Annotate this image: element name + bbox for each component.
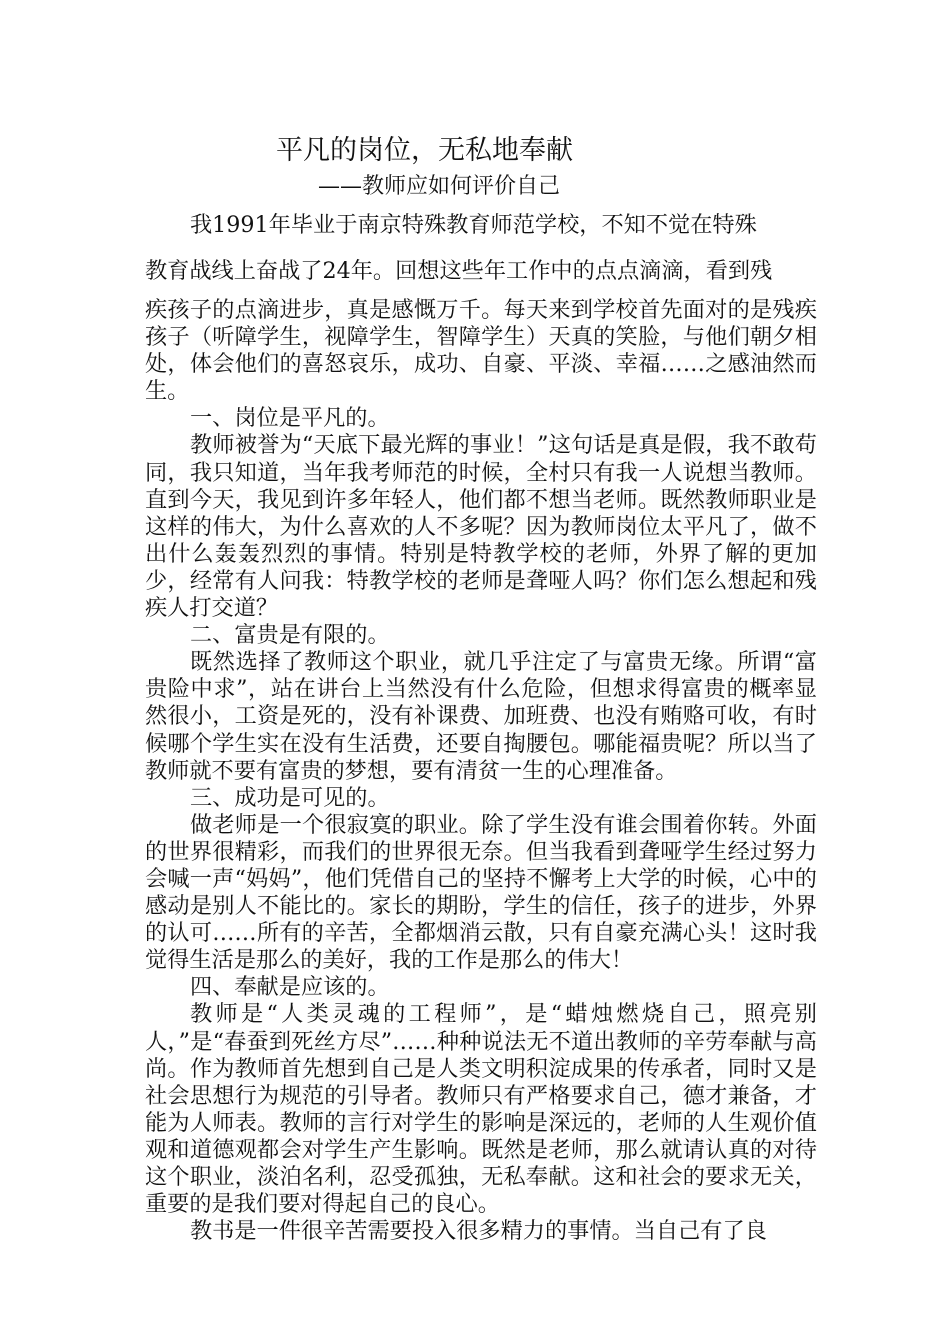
- section-heading: 四、奉献是应该的。: [190, 974, 390, 1001]
- document-body: [145, 297, 817, 1245]
- document-title: 平凡的岗位，无私地奉献: [276, 135, 573, 166]
- section-heading: 三、成功是可见的。: [190, 784, 390, 811]
- paragraph: 做老师是一个很寂寞的职业。除了学生没有谁会围着你转。外面的世界很精彩，而我们的世界很无奈。但当我看到聋哑学生经过努力会喊一声“妈妈”，他们凭借自己的坚持不懈考上大学的时候，心中的感动是别人不能比的。家长的期盼，学生的信任，孩子的进步，外界的认可……所有的辛苦，全都烟消云散，只有自豪充满心头！这时我觉得生活是那么的美好，我的工作是那么的伟大！: [145, 811, 817, 974]
- paragraph: 教书是一件很辛苦需要投入很多精力的事情。当自己有了良: [190, 1218, 767, 1245]
- paragraph: 疾孩子的点滴进步，真是感慨万千。每天来到学校首先面对的是残疾孩子（听障学生，视障学生，智障学生）天真的笑脸，与他们朝夕相处，体会他们的喜怒哀乐，成功、自豪、平淡、幸福……之感油然而生。: [145, 297, 817, 405]
- document-subtitle: ——教师应如何评价自己: [318, 174, 561, 199]
- paragraph: 既然选择了教师这个职业，就几乎注定了与富贵无缘。所谓“富贵险中求”，站在讲台上当然没有什么危险，但想求得富贵的概率显然很小，工资是死的，没有补课费、加班费、也没有贿赂可收，有时候哪个学生实在没有生活费，还要自掏腰包。哪能福贵呢？所以当了教师就不要有富贵的梦想，要有清贫一生的心理准备。: [145, 649, 817, 784]
- intro-line-2: 教育战线上奋战了24年。回想这些年工作中的点点滴滴，看到残: [145, 258, 773, 284]
- paragraph: 教师是“人类灵魂的工程师”，是“蜡烛燃烧自己，照亮别人，”是“春蚕到死丝方尽”……种种说法无不道出教师的辛劳奉献与高尚。作为教师首先想到自己是人类文明积淀成果的传承者，同时又是社会思想行为规范的引导者。教师只有严格要求自己，德才兼备，才能为人师表。教师的言行对学生的影响是深远的，老师的人生观价值观和道德观都会对学生产生影响。既然是老师，那么就请认真的对待这个职业，淡泊名利，忍受孤独，无私奉献。这和社会的要求无关，重要的是我们要对得起自己的良心。: [145, 1001, 817, 1218]
- intro-line-1: 我1991年毕业于南京特殊教育师范学校，不知不觉在特殊: [190, 212, 757, 238]
- section-heading: 二、富贵是有限的。: [190, 622, 390, 649]
- paragraph: 教师被誉为“天底下最光辉的事业！”这句话是真是假，我不敢苟同，我只知道，当年我考师范的时候，全村只有我一人说想当教师。直到今天，我见到许多年轻人，他们都不想当老师。既然教师职业是这样的伟大，为什么喜欢的人不多呢？因为教师岗位太平凡了，做不出什么轰轰烈烈的事情。特别是特教学校的老师，外界了解的更加少，经常有人问我：特教学校的老师是聋哑人吗？你们怎么想起和残疾人打交道？: [145, 432, 817, 622]
- section-heading: 一、岗位是平凡的。: [190, 405, 390, 432]
